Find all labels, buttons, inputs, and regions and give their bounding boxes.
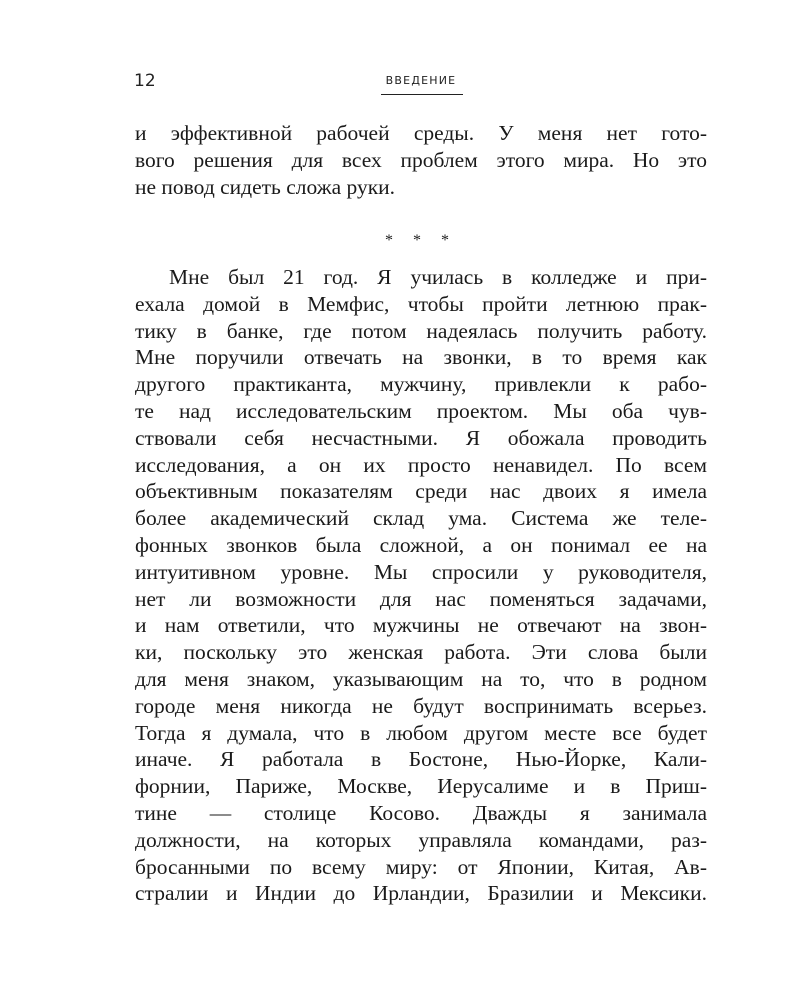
text-line: Мне поручили отвечать на звонки, в то время как bbox=[135, 345, 707, 370]
text-line: бросанными по всему миру: от Японии, Китая, Ав- bbox=[135, 854, 707, 879]
text-line: не повод сидеть сложа руки. bbox=[135, 174, 396, 199]
running-head bbox=[134, 70, 706, 100]
text-line: фонных звонков была сложной, а он понимал ее на bbox=[135, 532, 707, 557]
text-line: другого практиканта, мужчину, привлекли к рабо- bbox=[135, 372, 707, 397]
running-title-rule bbox=[381, 94, 463, 95]
running-title: ВВЕДЕНИЕ bbox=[385, 74, 457, 87]
text-line: иначе. Я работала в Бостоне, Нью-Йорке, Кали- bbox=[135, 747, 707, 772]
text-line: ехала домой в Мемфис, чтобы пройти летнюю прак- bbox=[135, 291, 707, 316]
text-line: Мне был 21 год. Я училась в колледже и при- bbox=[169, 265, 707, 289]
paragraph-2 bbox=[135, 264, 707, 907]
page-number: 12 bbox=[134, 71, 156, 91]
text-line: объективным показателям среди нас двоих я имела bbox=[135, 479, 707, 504]
text-line: вого решения для всех проблем этого мира. Но это bbox=[135, 147, 707, 172]
text-line: нет ли возможности для нас поменяться задачами, bbox=[135, 586, 707, 611]
text-line: форнии, Париже, Москве, Иерусалиме и в Приш- bbox=[135, 774, 707, 799]
section-break: * * * bbox=[385, 232, 457, 249]
text-line: более академический склад ума. Система же теле- bbox=[135, 506, 707, 531]
text-line: и нам ответили, что мужчины не отвечают на звон- bbox=[135, 613, 707, 638]
paragraph-1 bbox=[135, 120, 707, 200]
text-line: Тогда я думала, что в любом другом месте все будет bbox=[135, 720, 707, 745]
text-line: стралии и Индии до Ирландии, Бразилии и Мексики. bbox=[135, 881, 707, 906]
text-line: тику в банке, где потом надеялась получить работу. bbox=[135, 318, 707, 343]
text-line: тине — столице Косово. Дважды я занимала bbox=[135, 800, 707, 825]
text-line: ствовали себя несчастными. Я обожала проводить bbox=[135, 425, 707, 450]
text-line: интуитивном уровне. Мы спросили у руководителя, bbox=[135, 559, 707, 584]
text-line: те над исследовательским проектом. Мы оба чув- bbox=[135, 398, 707, 423]
text-line: городе меня никогда не будут воспринимать всерьез. bbox=[135, 693, 707, 718]
text-line: и эффективной рабочей среды. У меня нет гото- bbox=[135, 121, 707, 145]
text-line: исследования, а он их просто ненавидел. По всем bbox=[135, 452, 707, 477]
text-line: для меня знаком, указывающим на то, что в родном bbox=[135, 666, 707, 691]
text-line: ки, поскольку это женская работа. Эти слова были bbox=[135, 640, 707, 665]
text-line: должности, на которых управляла командами, раз- bbox=[135, 827, 707, 852]
